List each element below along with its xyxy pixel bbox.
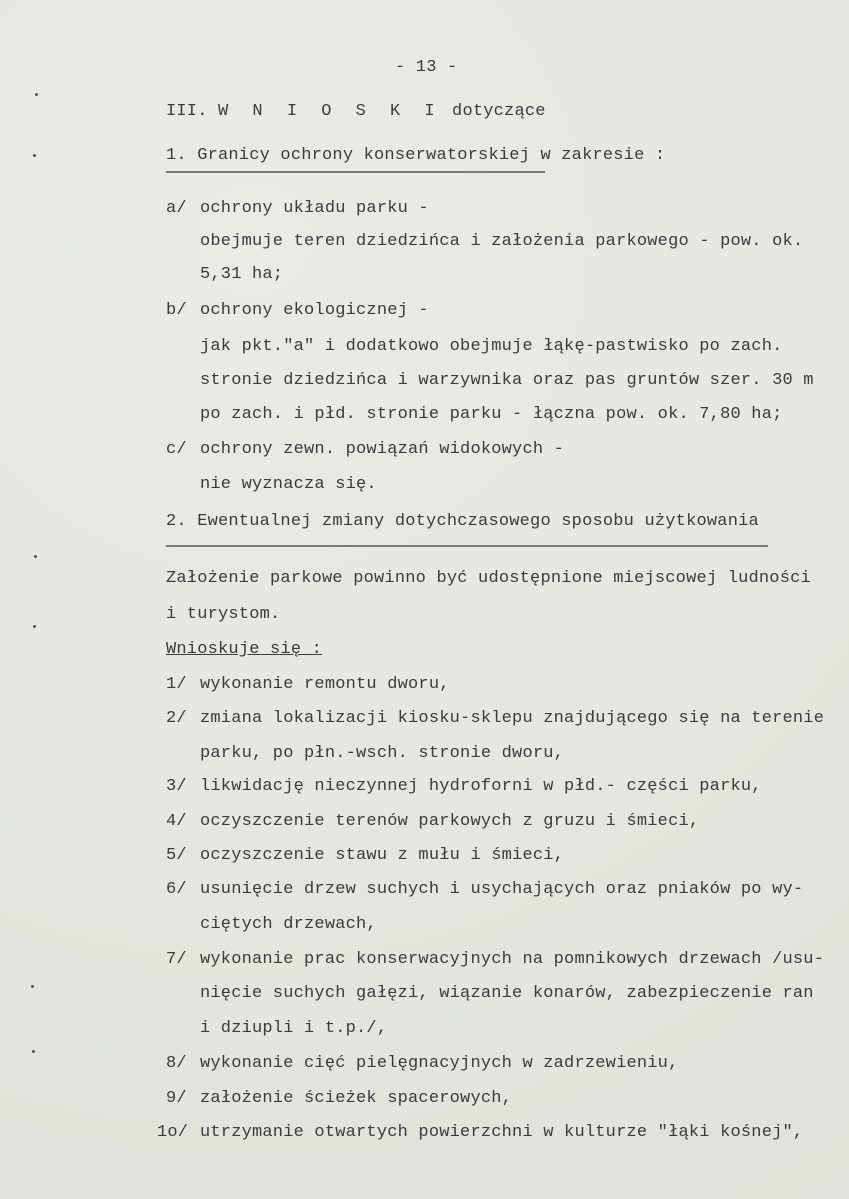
underline bbox=[166, 171, 545, 173]
punch-mark bbox=[33, 625, 36, 628]
list-item: i dziupli i t.p./, bbox=[200, 1019, 388, 1038]
list-item: utrzymanie otwartych powierzchni w kulturze "łąki kośnej", bbox=[200, 1123, 804, 1142]
heading-suffix: dotyczące bbox=[452, 102, 546, 121]
item-title: ochrony układu parku - bbox=[200, 199, 429, 218]
page-number: - 13 - bbox=[395, 58, 458, 77]
punch-mark bbox=[32, 1050, 35, 1053]
list-item: usunięcie drzew suchych i usychających oraz pniaków po wy- bbox=[200, 880, 804, 899]
list-number: 1/ bbox=[166, 675, 187, 694]
item-label: a/ bbox=[166, 199, 187, 218]
list-number: 7/ bbox=[166, 950, 187, 969]
item-text: 5,31 ha; bbox=[200, 265, 284, 284]
list-item: zmiana lokalizacji kiosku-sklepu znajdującego się na terenie bbox=[200, 709, 825, 728]
list-number: 2/ bbox=[166, 709, 187, 728]
list-item: oczyszczenie terenów parkowych z gruzu i śmieci, bbox=[200, 812, 700, 831]
list-number: 8/ bbox=[166, 1054, 187, 1073]
item-text: nie wyznacza się. bbox=[200, 475, 377, 494]
item-text: stronie dziedzińca i warzywnika oraz pas gruntów szer. 30 m bbox=[200, 371, 814, 390]
item-text: obejmuje teren dziedzińca i założenia parkowego - pow. ok. bbox=[200, 232, 804, 251]
punch-mark bbox=[33, 154, 36, 157]
item-text: jak pkt."a" i dodatkowo obejmuje łąkę-pastwisko po zach. bbox=[200, 337, 783, 356]
section-heading bbox=[166, 102, 546, 122]
conclusion-label: Wnioskuje się : bbox=[166, 640, 323, 659]
list-number: 3/ bbox=[166, 777, 187, 796]
list-item: założenie ścieżek spacerowych, bbox=[200, 1089, 513, 1108]
list-item: oczyszczenie stawu z mułu i śmieci, bbox=[200, 846, 565, 865]
item-text: po zach. i płd. stronie parku - łączna pow. ok. 7,80 ha; bbox=[200, 405, 783, 424]
list-number: 5/ bbox=[166, 846, 187, 865]
list-item: wykonanie remontu dworu, bbox=[200, 675, 450, 694]
item-title: ochrony ekologicznej - bbox=[200, 301, 429, 320]
list-item: likwidację nieczynnej hydroforni w płd.- części parku, bbox=[200, 777, 762, 796]
list-number: 1o/ bbox=[157, 1123, 189, 1142]
list-item: wykonanie prac konserwacyjnych na pomnikowych drzewach /usu- bbox=[200, 950, 825, 969]
item-label: b/ bbox=[166, 301, 187, 320]
underline bbox=[166, 545, 768, 547]
section2-title: 2. Ewentualnej zmiany dotychczasowego sposobu użytkowania bbox=[166, 512, 759, 531]
item-label: c/ bbox=[166, 440, 187, 459]
list-item: nięcie suchych gałęzi, wiązanie konarów, zabezpieczenie ran bbox=[200, 984, 814, 1003]
heading-title: W N I O S K I bbox=[218, 102, 442, 121]
list-number: 4/ bbox=[166, 812, 187, 831]
list-number: 6/ bbox=[166, 880, 187, 899]
punch-mark bbox=[34, 555, 37, 558]
list-item: parku, po płn.-wsch. stronie dworu, bbox=[200, 744, 565, 763]
section1-title: 1. Granicy ochrony konserwatorskiej w zakresie : bbox=[166, 146, 666, 165]
list-item: ciętych drzewach, bbox=[200, 915, 377, 934]
list-item: wykonanie cięć pielęgnacyjnych w zadrzewieniu, bbox=[200, 1054, 679, 1073]
paragraph-line: i turystom. bbox=[166, 605, 281, 624]
paragraph-line: Założenie parkowe powinno być udostępnione miejscowej ludności bbox=[166, 569, 811, 588]
heading-prefix: III. bbox=[166, 102, 208, 121]
punch-mark bbox=[35, 93, 38, 96]
punch-mark bbox=[31, 985, 34, 988]
list-number: 9/ bbox=[166, 1089, 187, 1108]
item-title: ochrony zewn. powiązań widokowych - bbox=[200, 440, 565, 459]
